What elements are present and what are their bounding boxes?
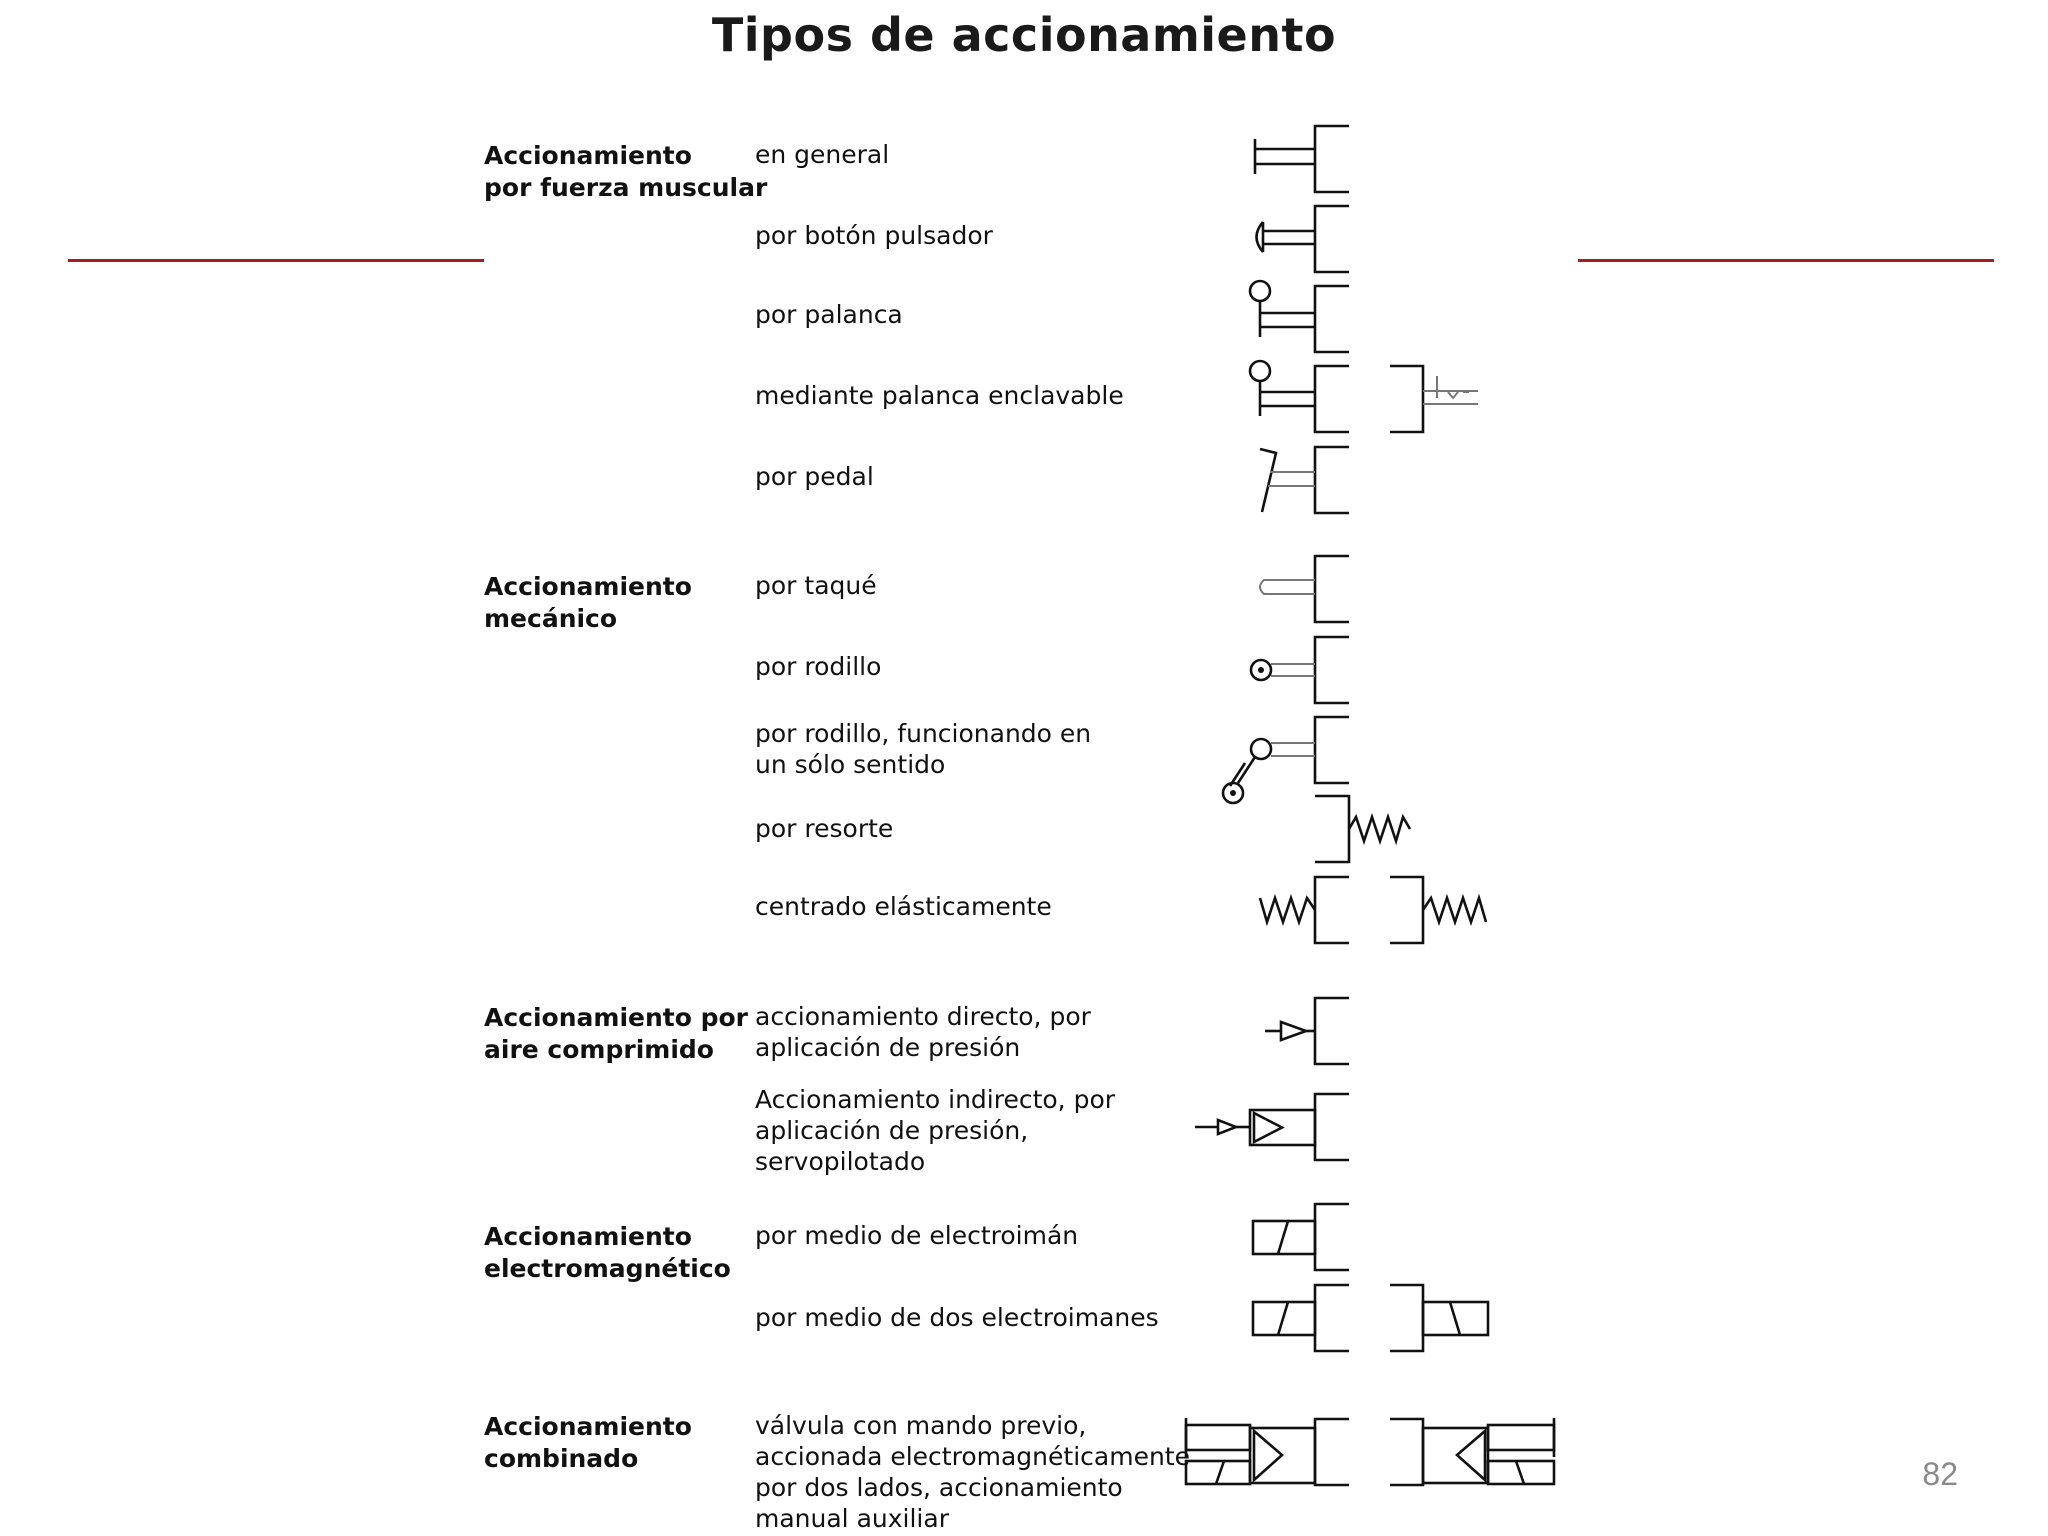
row-line: por botón pulsador [755,221,993,250]
category-line: Accionamiento [484,1222,692,1251]
row-line: aplicación de presión, [755,1116,1029,1145]
spring-symbol [1315,796,1410,862]
row-line: manual auxiliar [755,1504,949,1533]
category-line: Accionamiento [484,1412,692,1441]
row-line: válvula con mando previo, [755,1411,1087,1440]
category-line: combinado [484,1444,639,1473]
general-manual-symbol [1255,126,1349,192]
category-line: por fuerza muscular [484,173,768,202]
row-line: por dos lados, accionamiento [755,1473,1123,1502]
pedal-symbol [1260,447,1349,513]
detent-lever-symbol [1250,361,1478,432]
one-way-roller-symbol [1223,717,1349,803]
row-line: por palanca [755,300,903,329]
combined-solenoid-pilot-symbol [1186,1418,1554,1485]
page-title: Tipos de accionamiento [711,8,1337,62]
row-line: en general [755,140,890,169]
category-line: aire comprimido [484,1035,714,1064]
row-line: por resorte [755,814,894,843]
page-number: 82 [1922,1456,1958,1492]
solenoid-symbol [1253,1204,1349,1270]
pilot-pressure-symbol [1195,1094,1349,1160]
row-line: por taqué [755,571,877,600]
plunger-symbol [1260,556,1349,622]
row-line: por pedal [755,462,874,491]
double-solenoid-symbol [1253,1285,1488,1351]
row-line: servopilotado [755,1147,926,1176]
row-line: accionamiento directo, por [755,1002,1091,1031]
row-line: accionada electromagnéticamente [755,1442,1190,1471]
roller-symbol [1251,637,1349,703]
direct-pressure-symbol [1265,998,1349,1064]
category-line: Accionamiento [484,572,692,601]
row-line: por medio de electroimán [755,1221,1079,1250]
category-line: mecánico [484,604,618,633]
row-line: aplicación de presión [755,1033,1021,1062]
spring-centered-symbol [1260,877,1486,943]
category-line: Accionamiento [484,141,692,170]
row-line: por rodillo [755,652,882,681]
row-line: un sólo sentido [755,750,946,779]
lever-symbol [1250,281,1349,352]
push-button-symbol [1257,206,1350,272]
row-line: mediante palanca enclavable [755,381,1124,410]
row-line: centrado elásticamente [755,892,1052,921]
category-line: Accionamiento por [484,1003,749,1032]
row-line: por rodillo, funcionando en [755,719,1092,748]
category-line: electromagnético [484,1254,731,1283]
row-line: Accionamiento indirecto, por [755,1085,1116,1114]
row-line: por medio de dos electroimanes [755,1303,1159,1332]
